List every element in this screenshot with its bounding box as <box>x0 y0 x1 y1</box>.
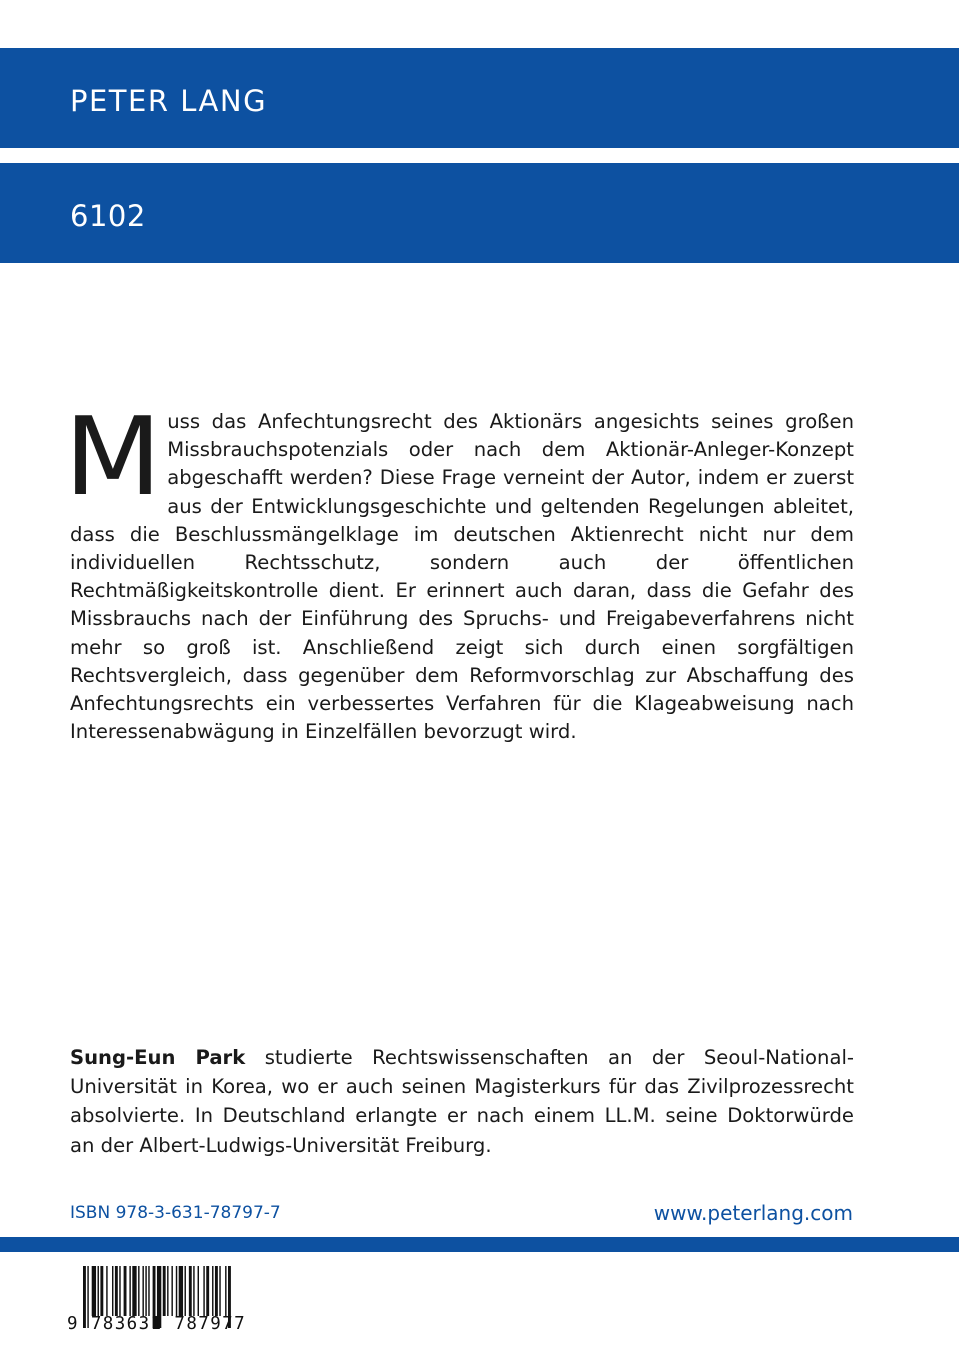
barcode-bar <box>119 1266 120 1316</box>
publisher-name: PETER LANG <box>70 84 268 118</box>
footer-rule <box>0 1237 959 1252</box>
barcode-bar <box>198 1266 199 1316</box>
book-description <box>64 395 854 746</box>
barcode-bar <box>100 1266 103 1316</box>
barcode-bar <box>138 1266 139 1316</box>
barcode-bar <box>112 1266 113 1316</box>
barcode-bar <box>189 1266 192 1316</box>
barcode-bar <box>142 1266 143 1316</box>
description-text: uss das Anfechtungsrecht des Aktionärs angesichts seines großen Missbrauchspotenzials oder nach dem Aktionär-Anleger-Konzept abgeschafft werden? Diese Frage verneint der Autor, indem er zuerst aus der Entwicklungsgeschichte und geltenden Regelungen ableitet, dass die Beschlussmängelklage im deutschen Aktienrecht nicht nur dem individuellen Rechtsschutz, sondern auch der öffentlichen Rechtmäßigkeitskontrolle dient. Er erinnert auch daran, dass die Gefahr des Missbrauchs nach der Einführung des Spruchs- und Freigabeverfahrens nicht mehr so groß ist. Anschließend zeigt sich durch einen sorgfältigen Rechtsvergleich, dass gegenüber dem Reformvorschlag zur Abschaffung des Anfechtungsrechts ein verbessertes Verfahren für die Klageabweisung nach Interessenabwägung in Einzelfällen bevorzugt wird. <box>70 410 854 744</box>
barcode-bar <box>215 1266 218 1316</box>
series-number: 6102 <box>70 199 146 233</box>
author-name: Sung-Eun Park <box>70 1046 246 1069</box>
barcode-bar <box>219 1266 220 1316</box>
website-link[interactable]: www.peterlang.com <box>653 1201 853 1225</box>
barcode-bar <box>106 1266 107 1316</box>
barcode-bar <box>98 1266 99 1316</box>
barcode-bar <box>225 1266 226 1316</box>
barcode-bar <box>124 1266 127 1316</box>
barcode-bar <box>115 1266 118 1316</box>
barcode-digits: 9 783631 787977 <box>67 1314 247 1334</box>
barcode-bar <box>212 1266 213 1316</box>
barcode-bar <box>171 1266 172 1316</box>
author-bio-text: studierte Rechtswissenschaften an der Seoul-National-Universität in Korea, wo er auch seinen Magisterkurs für das Zivilprozessrecht absolvierte. In Deutschland erlangte er nach einem LL.M. seine Doktorwürde an der Albert-Ludwigs-Universität Freiburg. <box>70 1046 854 1157</box>
barcode-bar <box>129 1266 130 1316</box>
barcode-bar <box>132 1266 136 1316</box>
barcode-bar <box>206 1266 209 1316</box>
publisher-band <box>0 48 959 148</box>
barcode-bar <box>203 1266 204 1316</box>
barcode <box>67 1266 271 1332</box>
barcode-bar <box>176 1266 177 1316</box>
barcode-bar <box>145 1266 146 1316</box>
barcode-bar <box>193 1266 194 1316</box>
series-band <box>0 163 959 263</box>
barcode-bar <box>148 1266 149 1316</box>
barcode-bar <box>185 1266 186 1316</box>
author-bio <box>70 1043 854 1160</box>
barcode-bar <box>163 1266 166 1316</box>
isbn: ISBN 978-3-631-78797-7 <box>70 1203 281 1223</box>
barcode-bar <box>179 1266 183 1316</box>
drop-cap: M <box>64 395 162 520</box>
barcode-bar <box>92 1266 96 1316</box>
barcode-bar <box>167 1266 168 1316</box>
